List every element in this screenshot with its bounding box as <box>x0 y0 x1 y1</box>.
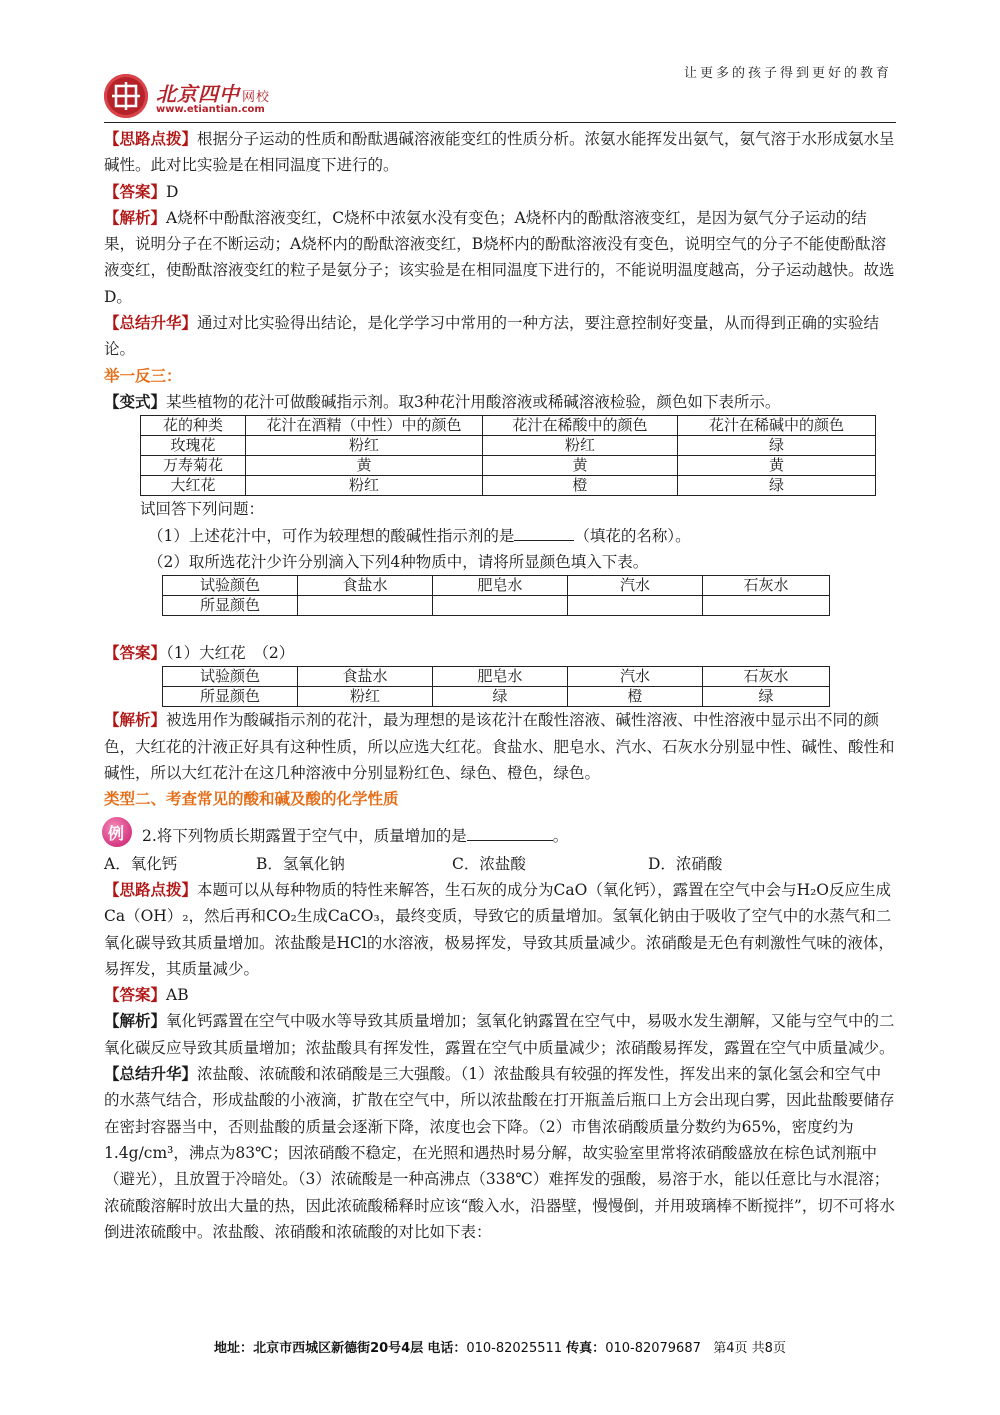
option-d: D．浓硝酸 <box>648 854 723 873</box>
table-cell-blank[interactable] <box>433 596 568 616</box>
table-cell: 试验颜色 <box>163 576 298 596</box>
table-cell: 玫瑰花 <box>141 436 246 456</box>
table-cell: 肥皂水 <box>433 667 568 687</box>
page-number: 第4页 共8页 <box>713 1341 786 1356</box>
table-row <box>163 667 830 687</box>
table-header-cell: 花的种类 <box>141 416 246 436</box>
variant-q1: （1）上述花汁中，可作为较理想的酸碱性指示剂的是 （填花的名称）。 <box>148 526 691 545</box>
answer-blank[interactable] <box>467 826 553 841</box>
type2-analysis: 【解析】氧化钙露置在空气中吸水等导致其质量增加；氢氧化钠露置在空气中，易吸水发生潮解，又能与空气中的二氧化碳反应导致其质量增加；浓盐酸具有挥发性，露置在空气中质量减少；浓硝酸易挥发，露置在空气中质量减少。 <box>104 1011 895 1057</box>
table-cell: 绿 <box>678 476 876 496</box>
table-row <box>141 476 876 496</box>
table-header-cell: 花汁在酒精（中性）中的颜色 <box>246 416 483 436</box>
table-cell: 石灰水 <box>703 576 830 596</box>
table-cell: 所显颜色 <box>163 687 298 707</box>
table-cell-blank[interactable] <box>703 596 830 616</box>
variant-ask: 试回答下列问题： <box>140 500 265 519</box>
table-cell: 万寿菊花 <box>141 456 246 476</box>
logo-url: www.etiantian.com <box>156 104 265 115</box>
table-cell: 汽水 <box>568 667 703 687</box>
table-cell: 所显颜色 <box>163 596 298 616</box>
table-row <box>163 687 830 707</box>
flower-table <box>140 415 876 496</box>
table-row <box>163 596 830 616</box>
table-cell: 黄 <box>483 456 678 476</box>
table-cell: 绿 <box>703 687 830 707</box>
table-cell: 橙 <box>568 687 703 707</box>
table-cell: 石灰水 <box>703 667 830 687</box>
table-cell: 食盐水 <box>298 667 433 687</box>
table-cell: 橙 <box>483 476 678 496</box>
answer-blank[interactable] <box>514 526 574 541</box>
table-header-cell: 花汁在稀碱中的颜色 <box>678 416 876 436</box>
table-row <box>141 456 876 476</box>
type2-answer: 【答案】AB <box>104 985 189 1005</box>
q1-analysis: 【解析】A烧杯中酚酞溶液变红，C烧杯中浓氨水没有变色；A烧杯内的酚酞溶液变红，是因为氨气分子运动的结果，说明分子在不断运动；A烧杯内的酚酞溶液变红，B烧杯内的酚酞溶液没有变色，说明空气的分子不能使酚酞溶液变红，使酚酞溶液变红的粒子是氨分子；该实验是在相同温度下进行的，不能说明温度越高，分子运动越快。故选D。 <box>104 207 895 306</box>
table-cell: 绿 <box>678 436 876 456</box>
table-cell: 黄 <box>678 456 876 476</box>
q1-answer: 【答案】D <box>104 181 179 201</box>
table-row <box>141 416 876 436</box>
table-cell: 粉红 <box>483 436 678 456</box>
table-cell: 汽水 <box>568 576 703 596</box>
logo-name: 北京四中 网校 <box>156 82 271 106</box>
variant-answer: 【答案】（1）大红花 （2） <box>104 643 295 663</box>
variant-analysis: 【解析】被选用作为酸碱指示剂的花汁，最为理想的是该花汁在酸性溶液、碱性溶液、中性溶液中显示出不同的颜色，大红花的汁液正好具有这种性质，所以应选大红花。食盐水、肥皂水、汽水、石灰水分别显中性、碱性、酸性和碱性，所以大红花汁在这几种溶液中分别显粉红色、绿色、橙色，绿色。 <box>104 710 895 783</box>
header-slogan: 让更多的孩子得到更好的教育 <box>683 66 892 81</box>
table-cell: 肥皂水 <box>433 576 568 596</box>
page-content <box>104 126 896 1245</box>
table-row <box>163 576 830 596</box>
type2-question: 例 2.将下列物质长期露置于空气中，质量增加的是 。 <box>104 817 896 851</box>
table-cell-blank[interactable] <box>298 596 433 616</box>
table-cell: 粉红 <box>246 476 483 496</box>
type2-heading: 类型二、考查常见的酸和碱及酸的化学性质 <box>104 789 399 809</box>
page-footer: 地址：北京市西城区新德街20号4层 电话：010-82025511 传真：010-82079687 第4页 共8页 <box>214 1341 786 1356</box>
q1-hint: 【思路点拨】根据分子运动的性质和酚酞遇碱溶液能变红的性质分析。浓氨水能挥发出氨气，氨气溶于水形成氨水呈碱性。此对比实验是在相同温度下进行的。 <box>104 129 895 175</box>
table-cell: 大红花 <box>141 476 246 496</box>
table-cell: 绿 <box>433 687 568 707</box>
example-badge-icon: 例 <box>102 817 132 851</box>
option-b: B．氢氧化钠 <box>256 854 345 873</box>
table-cell: 粉红 <box>298 687 433 707</box>
header-divider <box>104 122 896 123</box>
table-cell: 食盐水 <box>298 576 433 596</box>
option-a: A．氧化钙 <box>104 854 178 873</box>
table-cell: 试验颜色 <box>163 667 298 687</box>
type2-hint: 【思路点拨】本题可以从每种物质的特性来解答，生石灰的成分为CaO（氧化钙），露置在空气中会与H₂O反应生成Ca（OH）₂，然后再和CO₂生成CaCO₃，最终变质，导致它的质量增加。氢氧化钠由于吸收了空气中的水蒸气和二氧化碳导致其质量增加。浓盐酸是HCl的水溶液，极易挥发，导致其质量减少。浓硝酸是无色有刺激性气味的液体，易挥发，其质量减少。 <box>104 879 894 978</box>
blank-color-table <box>162 575 830 616</box>
table-cell: 粉红 <box>246 436 483 456</box>
option-c: C．浓盐酸 <box>452 854 526 873</box>
table-cell-blank[interactable] <box>568 596 703 616</box>
table-cell: 黄 <box>246 456 483 476</box>
q1-summary: 【总结升华】通过对比实验得出结论，是化学学习中常用的一种方法，要注意控制好变量，从而得到正确的实验结论。 <box>104 313 880 359</box>
school-logo <box>104 72 304 122</box>
variant-heading: 举一反三： <box>104 365 182 385</box>
variant-intro: 【变式】某些植物的花汁可做酸碱指示剂。取3种花汁用酸溶液或稀碱溶液检验，颜色如下表所示。 <box>104 391 781 411</box>
logo-emblem-icon <box>104 74 148 118</box>
table-row <box>141 436 876 456</box>
variant-q2: （2）取所选花汁少许分别滴入下列4种物质中，请将所显颜色填入下表。 <box>148 552 649 571</box>
type2-options <box>104 851 896 877</box>
table-header-cell: 花汁在稀酸中的颜色 <box>483 416 678 436</box>
type2-summary: 【总结升华】浓盐酸、浓硫酸和浓硝酸是三大强酸。（1）浓盐酸具有较强的挥发性，挥发出来的氯化氢会和空气中的水蒸气结合，形成盐酸的小液滴，扩散在空气中，所以浓盐酸在打开瓶盖后瓶口上方会出现白雾，因此盐酸要储存在密封容器当中，否则盐酸的质量会逐渐下降，浓度也会下降。（2）市售浓硝酸质量分数约为65%，密度约为1.4g/cm³，沸点为83℃；因浓硝酸不稳定，在光照和遇热时易分解，故实验室里常将浓硝酸盛放在棕色试剂瓶中（避光），且放置于冷暗处。（3）浓硫酸是一种高沸点（338℃）难挥发的强酸，易溶于水，能以任意比与水混溶；浓硫酸溶解时放出大量的热，因此浓硫酸稀释时应该“酸入水，沿器壁，慢慢倒，并用玻璃棒不断搅拌”，切不可将水倒进浓硫酸中。浓盐酸、浓硝酸和浓硫酸的对比如下表： <box>104 1064 895 1241</box>
answer-color-table <box>162 666 830 707</box>
